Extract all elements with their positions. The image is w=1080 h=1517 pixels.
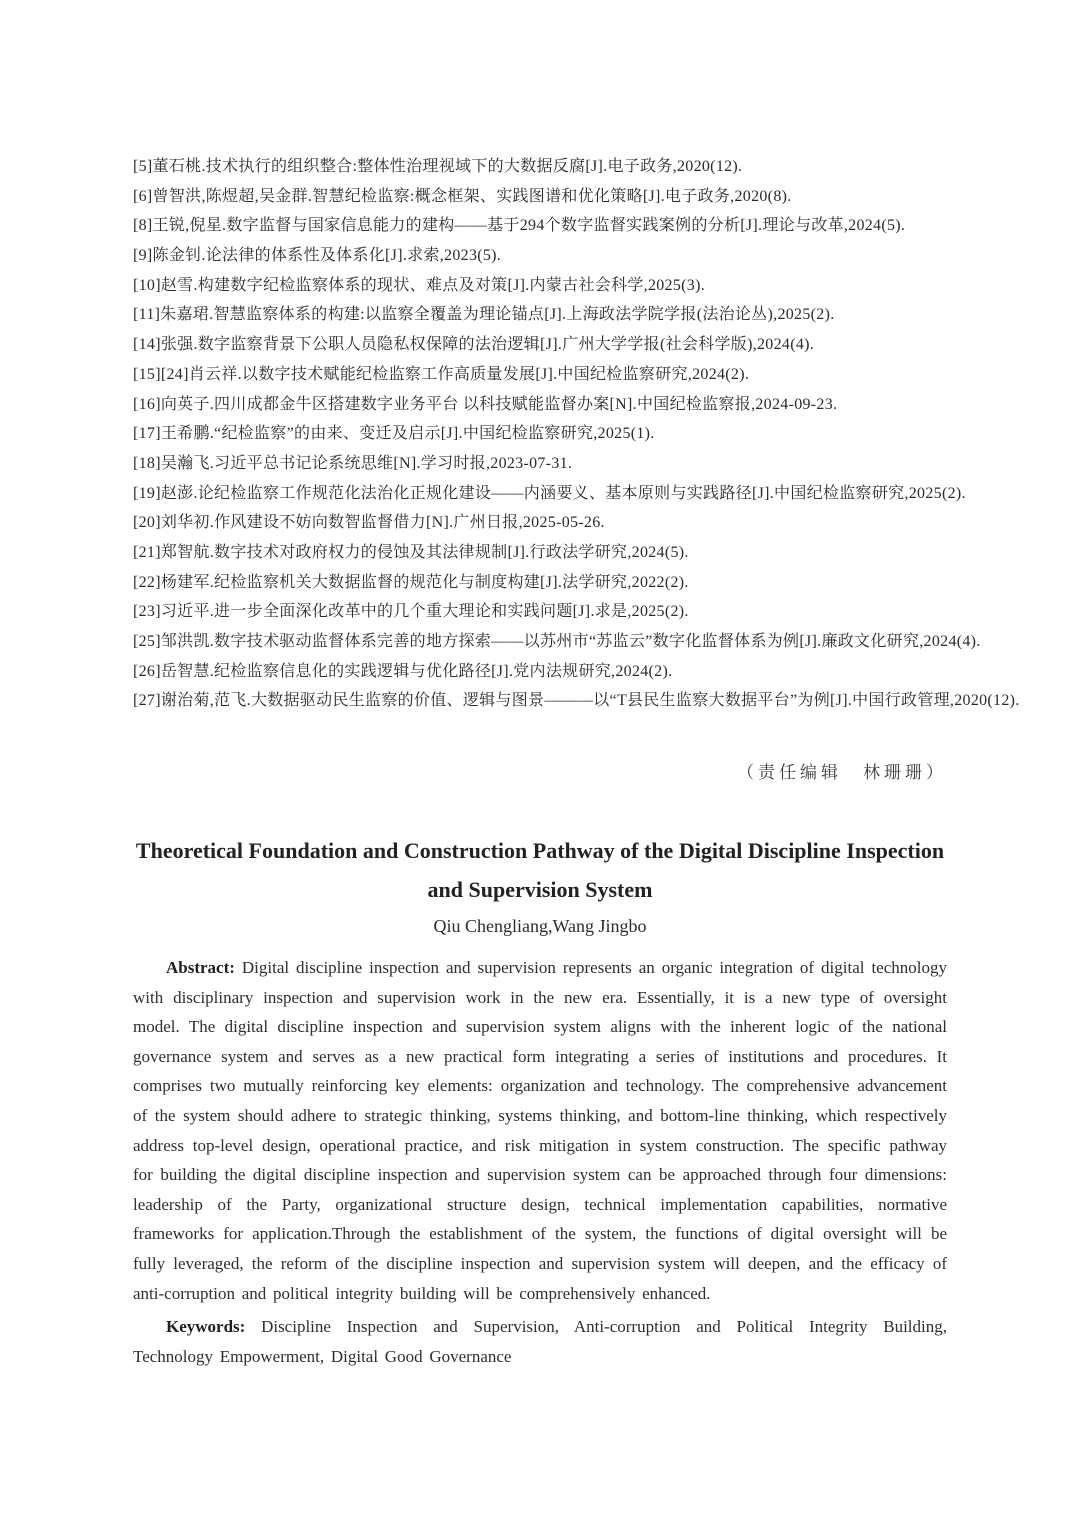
- authors: Qiu Chengliang,Wang Jingbo: [433, 916, 647, 937]
- editor-credit: （责任编辑 林珊珊）: [737, 763, 947, 783]
- keywords-paragraph: [133, 1312, 947, 1371]
- reference-item: [22]杨建军.纪检监察机关大数据监督的规范化与制度构建[J].法学研究,2022(2).: [133, 573, 689, 591]
- reference-item: [26]岳智慧.纪检监察信息化的实践逻辑与优化路径[J].党内法规研究,2024(2).: [133, 662, 673, 680]
- keywords-text: Discipline Inspection and Supervision, Anti-corruption and Political Integrity Building, Technology Empowerment, Digital Good Governance: [133, 1317, 947, 1366]
- reference-item: [5]董石桃.技术执行的组织整合:整体性治理视域下的大数据反腐[J].电子政务,2020(12).: [133, 158, 743, 175]
- reference-item: [27]谢治菊,范飞.大数据驱动民生监察的价值、逻辑与图景———以“T县民生监察大数据平台”为例[J].中国行政管理,2020(12).: [133, 692, 1020, 710]
- reference-item: [8]王锐,倪星.数字监督与国家信息能力的建构——基于294个数字监督实践案例的分析[J].理论与改革,2024(5).: [133, 217, 906, 235]
- reference-item: [17]王希鹏.“纪检监察”的由来、变迁及启示[J].中国纪检监察研究,2025(1).: [133, 425, 655, 443]
- reference-item: [9]陈金钊.论法律的体系性及体系化[J].求索,2023(5).: [133, 247, 502, 265]
- reference-item: [6]曾智洪,陈煜超,吴金群.智慧纪检监察:概念框架、实践图谱和优化策略[J].电子政务,2020(8).: [133, 187, 792, 205]
- reference-item: [21]郑智航.数字技术对政府权力的侵蚀及其法律规制[J].行政法学研究,2024(5).: [133, 543, 689, 561]
- reference-item: [14]张强.数字监察背景下公职人员隐私权保障的法治逻辑[J].广州大学学报(社会科学版),2024(4).: [133, 336, 815, 354]
- abstract-label: Abstract:: [166, 958, 235, 978]
- abstract-paragraph: [133, 953, 947, 1308]
- reference-item: [11]朱嘉珺.智慧监察体系的构建:以监察全覆盖为理论锚点[J].上海政法学院学报(法治论丛),2025(2).: [133, 306, 835, 324]
- reference-item: [23]习近平.进一步全面深化改革中的几个重大理论和实践问题[J].求是,2025(2).: [133, 603, 689, 621]
- english-title: Theoretical Foundation and Construction Pathway of the Digital Discipline Inspection and Supervision System: [135, 838, 945, 903]
- references-list: [133, 152, 1020, 716]
- reference-item: [19]赵澎.论纪检监察工作规范化法治化正规化建设——内涵要义、基本原则与实践路径[J].中国纪检监察研究,2025(2).: [133, 484, 966, 502]
- reference-item: [20]刘华初.作风建设不妨向数智监督借力[N].广州日报,2025-05-26.: [133, 514, 605, 532]
- reference-item: [15][24]肖云祥.以数字技术赋能纪检监察工作高质量发展[J].中国纪检监察研究,2024(2).: [133, 365, 750, 383]
- reference-item: [10]赵雪.构建数字纪检监察体系的现状、难点及对策[J].内蒙古社会科学,2025(3).: [133, 276, 705, 294]
- reference-item: [25]邹洪凯.数字技术驱动监督体系完善的地方探索——以苏州市“苏监云”数字化监督体系为例[J].廉政文化研究,2024(4).: [133, 633, 981, 650]
- abstract-text: Digital discipline inspection and supervision represents an organic integration of digital technology with disciplinary inspection and supervision work in the new era. Essentially, it is a new type of oversight model. The digital discipline inspection and supervision system aligns with the inherent logic of the national governance system and serves as a new practical form integrating a series of institutions and procedures. It comprises two mutually reinforcing key elements: organization and technology. The comprehensive advancement of the system should adhere to strategic thinking, systems thinking, and bottom-line thinking, which respectively address top-level design, operational practice, and risk mitigation in system construction. The specific pathway for building the digital discipline inspection and supervision system can be approached through four dimensions: leadership of the Party, organizational structure design, technical implementation capabilities, normative frameworks for application.Through the establishment of the system, the functions of digital oversight will be fully leveraged, the reform of the discipline inspection and supervision system will deepen, and the efficacy of anti-corruption and political integrity building will be comprehensively enhanced.: [133, 958, 947, 1303]
- reference-item: [16]向英子.四川成都金牛区搭建数字业务平台 以科技赋能监督办案[N].中国纪检监察报,2024-09-23.: [133, 395, 838, 413]
- keywords-label: Keywords:: [166, 1317, 246, 1337]
- reference-item: [18]吴瀚飞.习近平总书记论系统思维[N].学习时报,2023-07-31.: [133, 454, 573, 472]
